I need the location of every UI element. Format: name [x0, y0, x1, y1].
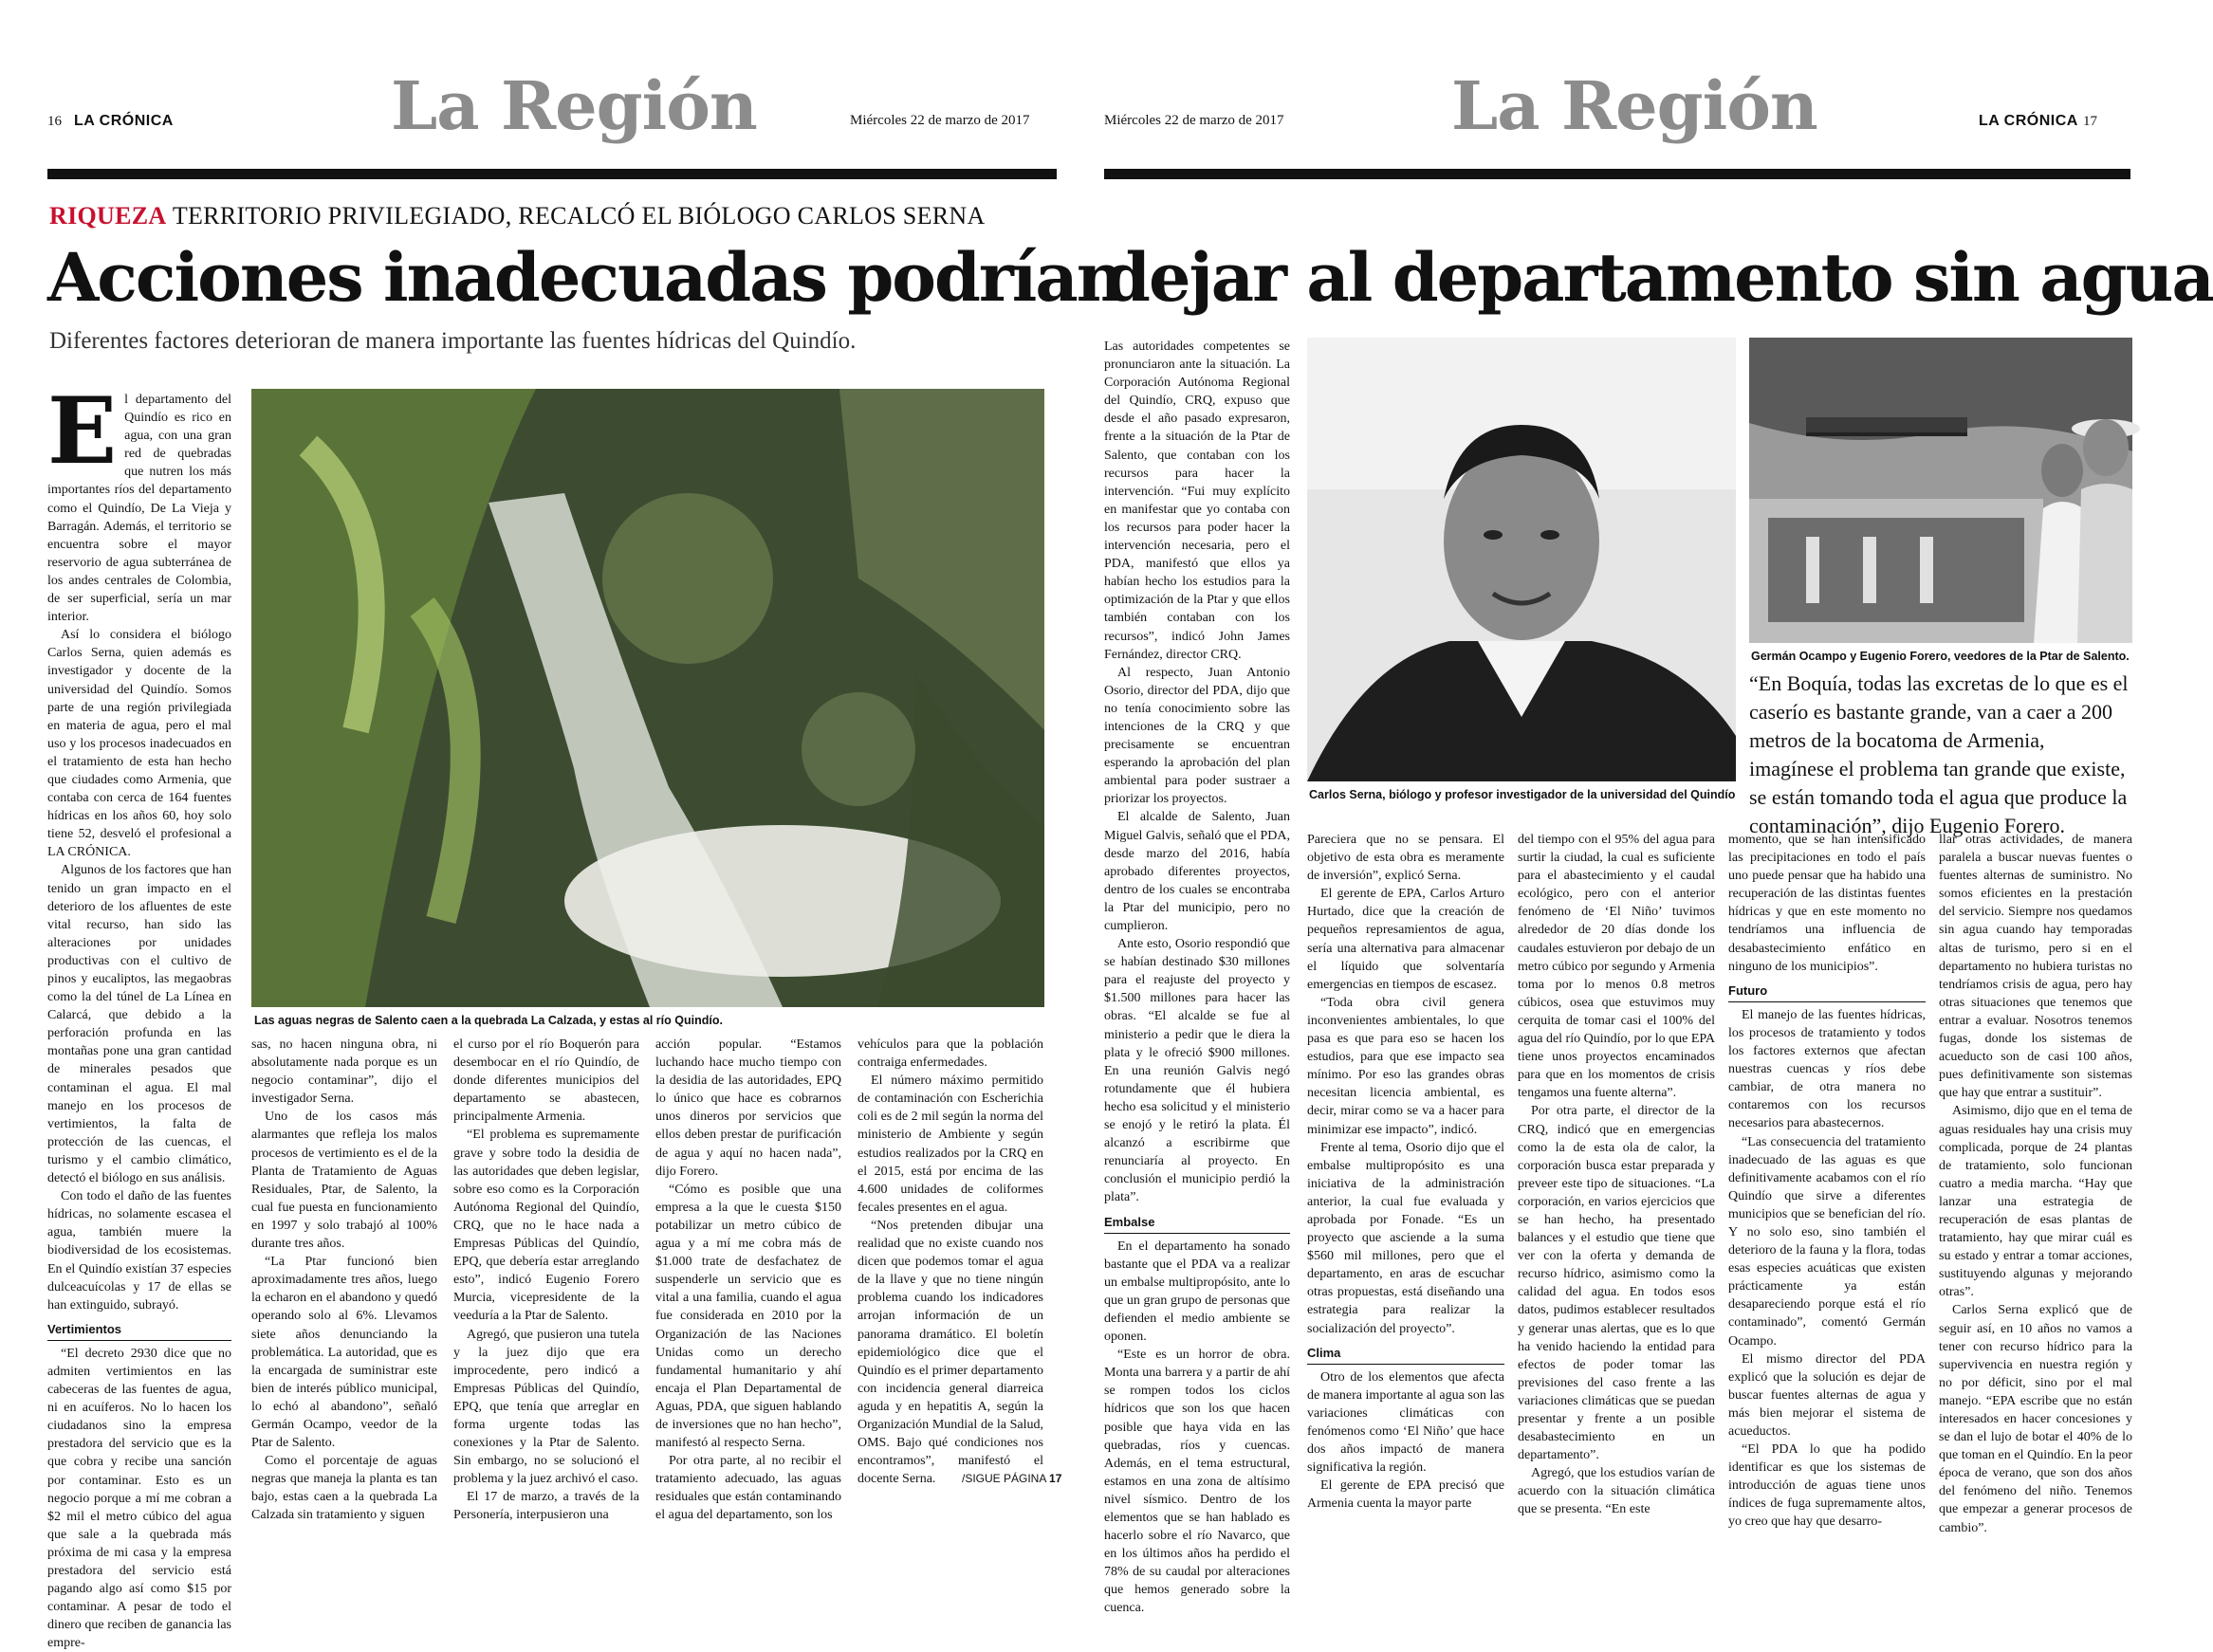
paragraph: Con todo el daño de las fuentes hídricas, no solamente escasea el agua, también muere la biodiversidad de los ecosistemas. En el Quindío existían 37 especies dulceacuícolas y 17 de ellas se han extinguido, subrayó.	[47, 1189, 231, 1312]
paragraph: “Toda obra civil genera inconvenientes ambientales, lo que pasa es que para eso se hacen los estudios, para que ese impacto sea mínimo. Por eso las grandes obras necesitan licencia ambiental, es decir, mirar como se va a hacer para minimizar ese impacto”, indicó.	[1307, 995, 1504, 1137]
paragraph: llar otras actividades, de manera paralela a buscar nuevas fuentes o fuentes alternas de suministro. No somos eficientes en la prestación del servicio. Siempre nos quedamos sin agua cuando hay temporadas altas de turismo, pero si en el departamento no hubiera turistas no tendríamos crisis de agua, pero hay otras situaciones que tenemos que entrar a evaluar. Nosotros tenemos fugas, donde los sistemas de acueducto son de casi 100 años, pues definitivamente son sistemas que hay que entrar a sustituir”.	[1939, 833, 2132, 1101]
page-number: 16	[47, 114, 62, 129]
paragraph: “Las consecuencia del tratamiento inadecuado de las aguas es que definitivamente acabamos con el río Quindío que sirve a diferentes municipios que se benefician del río. Y no solo eso, sino también el deterioro de la fauna y la flora, todas esas especies acuáticas que existen prácticamente ya están desapareciendo porque está el río contaminado”, comentó Germán Ocampo.	[1728, 1134, 1926, 1349]
section-title: La Región	[391, 66, 757, 145]
kicker-text: TERRITORIO PRIVILEGIADO, RECALCÓ EL BIÓLOGO CARLOS SERNA	[172, 202, 986, 229]
issue-date: Miércoles 22 de marzo de 2017	[1104, 113, 1284, 128]
section-title: La Región	[1451, 66, 1817, 145]
paragraph: Ante esto, Osorio respondió que se habían destinado $30 millones para el reajuste del proyecto y $1.500 millones para hacer las obras. “El alcalde se fue al ministerio a pedir que le diera la plata y le ofreció $900 millones. En una reunión Galvis negó rotundamente que él hubiera hecho esa solicitud y el ministerio se enojó y le retiró la plata. Él alcanzó a escribirme que renunciaría al proyecto. En conclusión el municipio perdió la plata”.	[1104, 937, 1290, 1205]
header-rule	[47, 169, 1057, 179]
serna-photo	[1307, 338, 1736, 781]
portrait-image	[1307, 338, 1736, 781]
issue-date: Miércoles 22 de marzo de 2017	[850, 113, 1030, 128]
waterfall-image	[251, 389, 1044, 1007]
subhead-futuro: Futuro	[1728, 982, 1926, 1002]
paragraph: Como el porcentaje de aguas negras que maneja la planta es tan bajo, estas caen a la quebrada La Calzada sin tratamiento y siguen	[251, 1454, 437, 1523]
paragraph: “El problema es supremamente grave y sobre todo la desidia de las autoridades que deben legislar, sobre eso como es la Corporación Autónoma Regional del Quindío, CRQ, que no le hace nada a Empresas Públicas del Quindío, EPQ, que debería estar arreglando esto”, indicó Eugenio Forero Murcia, vicepresidente de la veeduría a la Ptar de Salento.	[453, 1128, 639, 1324]
paragraph: “El decreto 2930 dice que no admiten vertimientos en las cabeceras de las fuentes de agua, ni en acuíferos. No lo hacen los ciudadanos sino la empresa prestadora del servicio que es la que cobra y recibe una sanción por contaminar. Esto es un negocio porque a mí me cobran a $2 mil el metro cúbico del agua que sale a la quebrada más próxima de mi casa y la empresa prestadora del servicio está pagando algo así como $15 por contaminar. A pesar de todo el dinero que reciben de ganancia las empre-	[47, 1346, 231, 1651]
continued-note	[962, 1472, 1061, 1485]
paragraph: el curso por el río Boquerón para desembocar en el río Quindío, de donde diferentes municipios del departamento se abastecen, principalmente Armenia.	[453, 1037, 639, 1125]
caption-serna: Carlos Serna, biólogo y profesor investigador de la universidad del Quindío	[1309, 788, 1736, 801]
paragraph: sas, no hacen ninguna obra, ni absolutamente nada porque es un negocio contaminar”, dijo el investigador Serna.	[251, 1037, 437, 1107]
paragraph: El gerente de EPA, Carlos Arturo Hurtado, dice que la creación de pequeños represamientos de agua, sería una alternativa para almacenar el líquido que solventaría emergencias en tiempos de escasez.	[1307, 887, 1504, 992]
headline-right: dejar al departamento sin agua	[1104, 238, 2213, 317]
paragraph: El mismo director del PDA explicó que la solución es dejar de buscar fuentes alternas de agua y más bien mejorar el sistema de acueductos.	[1728, 1351, 1926, 1439]
paragraph: del tiempo con el 95% del agua para surtir la ciudad, la cual es suficiente para el abastecimiento y el caudal ecológico, pero con el anterior fenómeno de ‘El Niño’ tuvimos alrededor de 20 días donde los caudales estuvieron por debajo de un metro cúbico por segundo y Armenia toma por lo menos 0.8 metros cúbicos, osea que estuvimos muy cerquita de tomar casi el 100% del agua del río Quindío, por lo que EPA tiene unos proyectos encaminados para que en los momentos de crisis tengamos una fuente alterna”.	[1518, 833, 1716, 1101]
paragraph: Algunos de los factores que han tenido un gran impacto en el deterioro de los afluentes de este vital recurso, han sido las alteraciones por unidades productivas con el cultivo de pinos y eucaliptos, las megaobras como la del túnel de La Línea en Calarcá, que debido a la perforación profunda en las montañas pone una gran cantidad de minerales pesados que contaminan el agua. El mal manejo en los procesos de vertimientos, la falta de protección de las cuencas, el turismo y el cambio climático, detectó el biólogo en sus análisis.	[47, 863, 231, 1186]
paragraph: El manejo de las fuentes hídricas, los procesos de tratamiento y todos los factores externos que afectan nuestras cuencas y ríos debe cambiar, de otra manera no contaremos con los recursos necesarios para abastecernos.	[1728, 1007, 1926, 1131]
paragraph: Asimismo, dijo que en el tema de aguas residuales hay una crisis muy complicada, porque de 24 plantas de tratamiento, solo funcionan cuatro a media marcha. “Hay que lanzar una estrategia de recuperación de esas plantas de tratamiento, hay que mirar cuál es su estado y entrar a tomar acciones, sustituyendo algunas y mejorando otras”.	[1939, 1104, 2132, 1300]
kicker-tag: RIQUEZA	[49, 202, 167, 229]
paragraph: Al respecto, Juan Antonio Osorio, director del PDA, dijo que no tenía conocimiento sobre las intenciones de la CRQ y que precisamente se encuentran esperando la aprobación del plan ambiental para poder sustraer a priorizar los proyectos.	[1104, 665, 1290, 807]
pull-quote: “En Boquía, todas las excretas de lo que es el caserío es bastante grande, van a caer a 200 metros de la bocatoma de Armenia, imagínese el problema tan grande que existe, se están tomando toda el agua que produce la contaminación”, dijo Eugenio Forero.	[1749, 671, 2129, 837]
header-rule	[1104, 169, 2130, 179]
continued-label: /SIGUE PÁGINA	[962, 1472, 1046, 1485]
paragraph: Otro de los elementos que afecta de manera importante al agua son las variaciones climáticas con fenómenos como ‘El Niño’ que hace dos años impactó de manera significativa la región.	[1307, 1369, 1504, 1476]
paragraph: Agregó, que pusieron una tutela y la juez dijo que era improcedente, pero indicó a Empresas Públicas del Quindío, EPQ, que tenía que arreglar en forma urgente todas las conexiones y la Ptar de Salento. Sin embargo, no se solucionó el problema y la juez archivó el caso.	[453, 1327, 639, 1487]
paragraph: Por otra parte, el director de la CRQ, indicó que en emergencias como la de esta ola de calor, la corporación busca estar preparada y preveer este tipo de situaciones. “La corporación, en varios ejercicios que se han hecho, ha presentado balances y el estudio que tiene que ver con la oferta y demanda de recurso hídrico, asimismo como la calidad del agua. En todos esos datos, pudimos establecer resultados y generar unas alertas, que es lo que ha venido haciendo la entidad para efectos de poder tomar las previsiones del caso frente a las variaciones climáticas que se puedan presentar y frente a un posible desabastecimiento en un departamento”.	[1518, 1104, 1715, 1463]
drop-cap: E	[47, 377, 118, 485]
right-column-3	[1518, 831, 1716, 1517]
brand-name: LA CRÓNICA	[74, 113, 174, 129]
subhead-vertimientos: Vertimientos	[47, 1320, 231, 1341]
paragraph: “Este es un horror de obra. Monta una barrera y a partir de ahí se rompen todos los ciclos hídricos que son los que hacen posible que haya vida en las quebradas, ríos y cuencas. Además, en el tema estructural, estamos en una zona de altísimo nivel sísmico. Dentro de los elementos que se han hablado es hacerlo sobre el río Navarco, que en los últimos años ha perdido el 78% de su caudal por alteraciones que hemos generado sobre la cuenca.	[1104, 1348, 1290, 1616]
paragraph: El gerente de EPA precisó que Armenia cuenta la mayor parte	[1307, 1478, 1504, 1512]
paragraph: En el departamento ha sonado bastante que el PDA va a realizar un embalse multipropósito, ante lo que un gran grupo de personas que defienden el medio ambiente se oponen.	[1104, 1239, 1290, 1345]
right-column-2	[1307, 831, 1504, 1512]
paragraph: momento, que se han intensificado las precipitaciones en todo el país uno puede pensar que ha habido una recuperación de las distintas fuentes hídricas y que en este momento no tendríamos una influencia de desabastecimiento enfático en ninguno de los municipios”.	[1728, 833, 1926, 974]
waterfall-photo	[251, 389, 1044, 1007]
paragraph: El número máximo permitido de contaminación con Escherichia coli es de 2 mil según la norma del ministerio de Ambiente y según estudios realizados por la CRQ en el 2015, está por encima de las 4.600 unidades de coliformes fecales presentes en el agua.	[858, 1074, 1043, 1215]
caption-waterfall: Las aguas negras de Salento caen a la quebrada La Calzada, y estas al río Quindío.	[254, 1014, 723, 1027]
continued-page: 17	[1049, 1472, 1062, 1485]
paragraph: “Nos pretenden dibujar una realidad que no existe cuando nos dicen que podemos tomar el agua de la llave y que no tiene ningún problema cuando los indicadores arrojan información de un panorama dramático. El boletín epidemiológico dice que el Quindío es el primer departamento con incidencia general diarreica aguda y en hepatitis A, según la Organización Mundial de la Salud, OMS. Bajo qué condiciones nos encontramos”, manifestó el docente Serna.	[858, 1218, 1043, 1487]
paragraph: Pareciera que no se pensara. El objetivo de esta obra es meramente de inversión”, explicó Serna.	[1307, 833, 1504, 884]
paragraph: Agregó, que los estudios varían de acuerdo con la situación climática que se presenta. “En este	[1518, 1466, 1715, 1517]
paragraph: “El PDA lo que ha podido identificar es que los sistemas de introducción de aguas tiene unos índices de fuga supremamente altos, yo creo que hay que desarro-	[1728, 1442, 1926, 1530]
left-column-1	[47, 377, 231, 1651]
page-number: 17	[2083, 114, 2097, 129]
paragraph: Por otra parte, al no recibir el tratamiento adecuado, las aguas residuales que están contaminando el agua del departamento, son los	[655, 1454, 841, 1523]
kicker	[49, 202, 986, 230]
veedores-photo	[1749, 338, 2132, 643]
left-column-4	[655, 1036, 841, 1523]
paragraph: Frente al tema, Osorio dijo que el embalse multipropósito es una iniciativa de la administración anterior, la cual fue evaluada y aprobada por Fonade. “Es un proyecto que asciende a la suma $560 mil millones, pero que el departamento, en aras de escuchar otras propuestas, está diseñando una estrategia para realizar la socialización del proyecto”.	[1307, 1140, 1504, 1336]
paragraph: “La Ptar funcionó bien aproximadamente tres años, luego la echaron en el abandono y quedó operando solo al 6%. Llevamos siete años denunciando la problemática. La autoridad, que es la encargada de suministrar este bien de interés público municipal, lo echó al abandono”, señaló Germán Ocampo, veedor de la Ptar de Salento.	[251, 1255, 437, 1451]
paragraph: Las autoridades competentes se pronunciaron ante la situación. La Corporación Autónoma Regional del Quindío, CRQ, expuso que desde el año pasado expresaron, frente a la situación de la Ptar de Salento, que contaban con los recursos para hacer la intervención. “Fui muy explícito en manifestar que yo contaba con los recursos para poder hacer la intervención necesaria, pero el PDA, manifestó que ellos ya habían hecho los estudios para la optimización de la Ptar y que ellos también contaban con los recursos”, indicó John James Fernández, director CRQ.	[1104, 340, 1290, 662]
paragraph: “Cómo es posible que una empresa a la que le cuesta $150 potabilizar un metro cúbico de agua y a mí me cobra más de $1.000 trate de desfachatez de suspenderle un servicio que es vital a una familia, cuando el agua fue considerada en 2010 por la Organización de las Naciones Unidas como un derecho fundamental humanitario y ahí encaja el Plan Departamental de Aguas, PDA, que siguen hablando de inversiones que no han hecho”, manifestó al respecto Serna.	[655, 1182, 841, 1451]
paragraph: l departamento del Quindío es rico en agua, con una gran red de quebradas que nutren los más importantes ríos del departamento como el Quindío, De La Vieja y Barragán. Además, el territorio se encuentra sobre el mayor reservorio de agua subterránea de los andes centrales de Colombia, de ser superficial, sería un mar interior.	[47, 393, 231, 625]
paragraph: Así lo considera el biólogo Carlos Serna, quien además es investigador y docente de la universidad del Quindío. Somos parte de una región privilegiada en materia de agua, pero el mal uso y los procesos inadecuados en el tratamiento de esta han hecho que ciudades como Armenia, que contaba con cerca de 164 fuentes hídricas en los años 60, hoy solo tiene 52, desveló el profesional a LA CRÓNICA.	[47, 628, 231, 860]
paragraph: vehículos para que la población contraiga enfermedades.	[858, 1037, 1043, 1071]
paragraph: Carlos Serna explicó que de seguir así, en 10 años no vamos a tener con recurso hídrico para la supervivencia en nuestra región y no por déficit, sino por el mal manejo. “EPA escribe que no están interesados en hacer concesiones y se dan el lujo de botar el 40% de lo que toman en el Quindío. En la peor época de verano, que son dos años del fenómeno del niño. Tenemos que empezar a generar procesos de cambio”.	[1939, 1303, 2132, 1535]
brand-name: LA CRÓNICA	[1979, 113, 2078, 129]
veedores-image	[1749, 338, 2132, 643]
subheadline: Diferentes factores deterioran de manera importante las fuentes hídricas del Quindío.	[49, 328, 857, 354]
paragraph: Uno de los casos más alarmantes que refleja los malos procesos de vertimiento es el de la Planta de Tratamiento de Aguas Residuales, Ptar, de Salento, la cual fue puesta en funcionamiento en 1997 y solo trabajó al 100% durante tres años.	[251, 1110, 437, 1252]
left-column-2	[251, 1036, 437, 1523]
right-page	[1085, 0, 2213, 1616]
headline-left: Acciones inadecuadas podrían	[47, 238, 1123, 317]
subhead-embalse: Embalse	[1104, 1213, 1290, 1234]
right-column-5	[1939, 831, 2132, 1535]
paragraph: acción popular. “Estamos luchando hace mucho tiempo con la desidia de las autoridades, EPQ lo único que hace es cobrarnos unos dineros por servicios que ellos deben prestar de purificación de agua y aquí no hacen nada”, dijo Forero.	[655, 1037, 841, 1179]
paragraph: El alcalde de Salento, Juan Miguel Galvis, señaló que el PDA, desde marzo del 2016, había aprobado diferentes proyectos, dentro de los cuales se encontraba la Ptar del municipio, pero no cumplieron.	[1104, 810, 1290, 933]
left-column-3	[453, 1036, 639, 1523]
caption-veedores: Germán Ocampo y Eugenio Forero, veedores de la Ptar de Salento.	[1751, 650, 2130, 663]
right-column-1	[1104, 338, 1290, 1616]
subhead-clima: Clima	[1307, 1344, 1504, 1365]
right-column-4	[1728, 831, 1926, 1530]
paragraph: El 17 de marzo, a través de la Personería, interpusieron una	[453, 1490, 639, 1523]
